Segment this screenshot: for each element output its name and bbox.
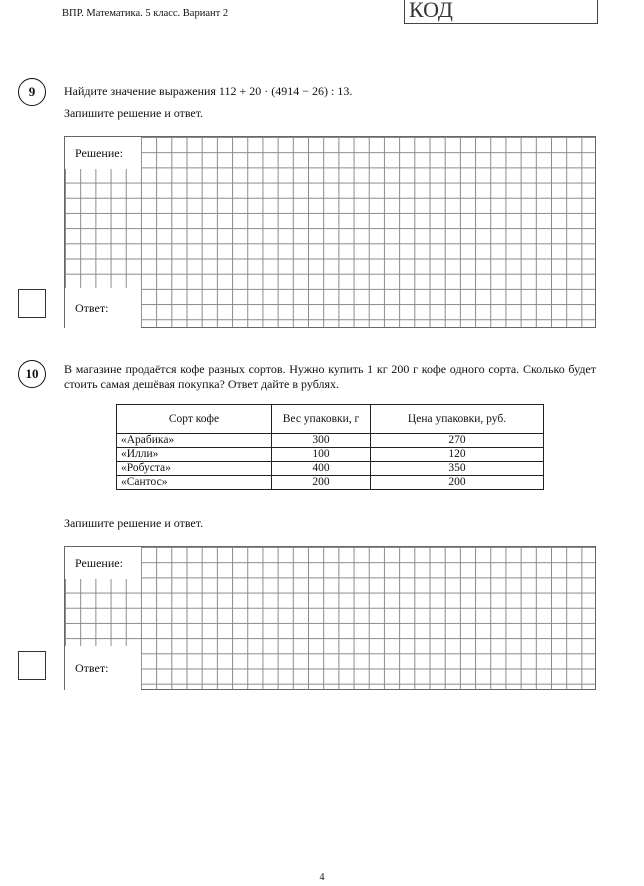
table-cell: 100 <box>272 448 371 462</box>
coffee-table <box>116 404 544 490</box>
table-header-cell: Цена упаковки, руб. <box>371 405 544 434</box>
code-label: КОД <box>409 0 453 22</box>
table-header-cell: Сорт кофе <box>117 405 272 434</box>
question-10-prompt: В магазине продаётся кофе разных сортов. Нужно купить 1 кг 200 г кофе одного сорта. Сколько будет стоить самая дешёвая покупка? Ответ дайте в рублях. <box>64 362 596 391</box>
question-10-answer-label: Ответ: <box>65 646 141 690</box>
question-9-instruction: Запишите решение и ответ. <box>64 106 204 120</box>
question-9-score-box[interactable] <box>18 289 46 318</box>
code-box[interactable] <box>404 0 598 24</box>
table-cell: 300 <box>272 434 371 448</box>
table-cell: «Сантос» <box>117 476 272 490</box>
table-cell: 200 <box>371 476 544 490</box>
question-10-instruction: Запишите решение и ответ. <box>64 516 204 530</box>
table-row <box>117 462 544 476</box>
table-header-cell: Вес упаковки, г <box>272 405 371 434</box>
table-row <box>117 434 544 448</box>
question-9-solution-label: Решение: <box>65 137 141 169</box>
question-9-number: 9 <box>18 78 46 106</box>
table-cell: «Илли» <box>117 448 272 462</box>
question-10-score-box[interactable] <box>18 651 46 680</box>
table-cell: «Арабика» <box>117 434 272 448</box>
table-header-row <box>117 405 544 434</box>
table-cell: 400 <box>272 462 371 476</box>
table-cell: 200 <box>272 476 371 490</box>
table-row <box>117 448 544 462</box>
question-9-prompt: Найдите значение выражения 112 + 20 · (4914 − 26) : 13. <box>64 84 353 98</box>
table-row <box>117 476 544 490</box>
page-number: 4 <box>319 872 325 883</box>
table-cell: 350 <box>371 462 544 476</box>
table-cell: «Робуста» <box>117 462 272 476</box>
question-10-solution-label: Решение: <box>65 547 141 579</box>
question-10-number: 10 <box>18 360 46 388</box>
question-10-answer-grid[interactable] <box>64 546 596 690</box>
header-title: ВПР. Математика. 5 класс. Вариант 2 <box>62 8 229 19</box>
question-9-answer-grid[interactable] <box>64 136 596 328</box>
table-cell: 120 <box>371 448 544 462</box>
question-9-answer-label: Ответ: <box>65 288 141 328</box>
table-cell: 270 <box>371 434 544 448</box>
